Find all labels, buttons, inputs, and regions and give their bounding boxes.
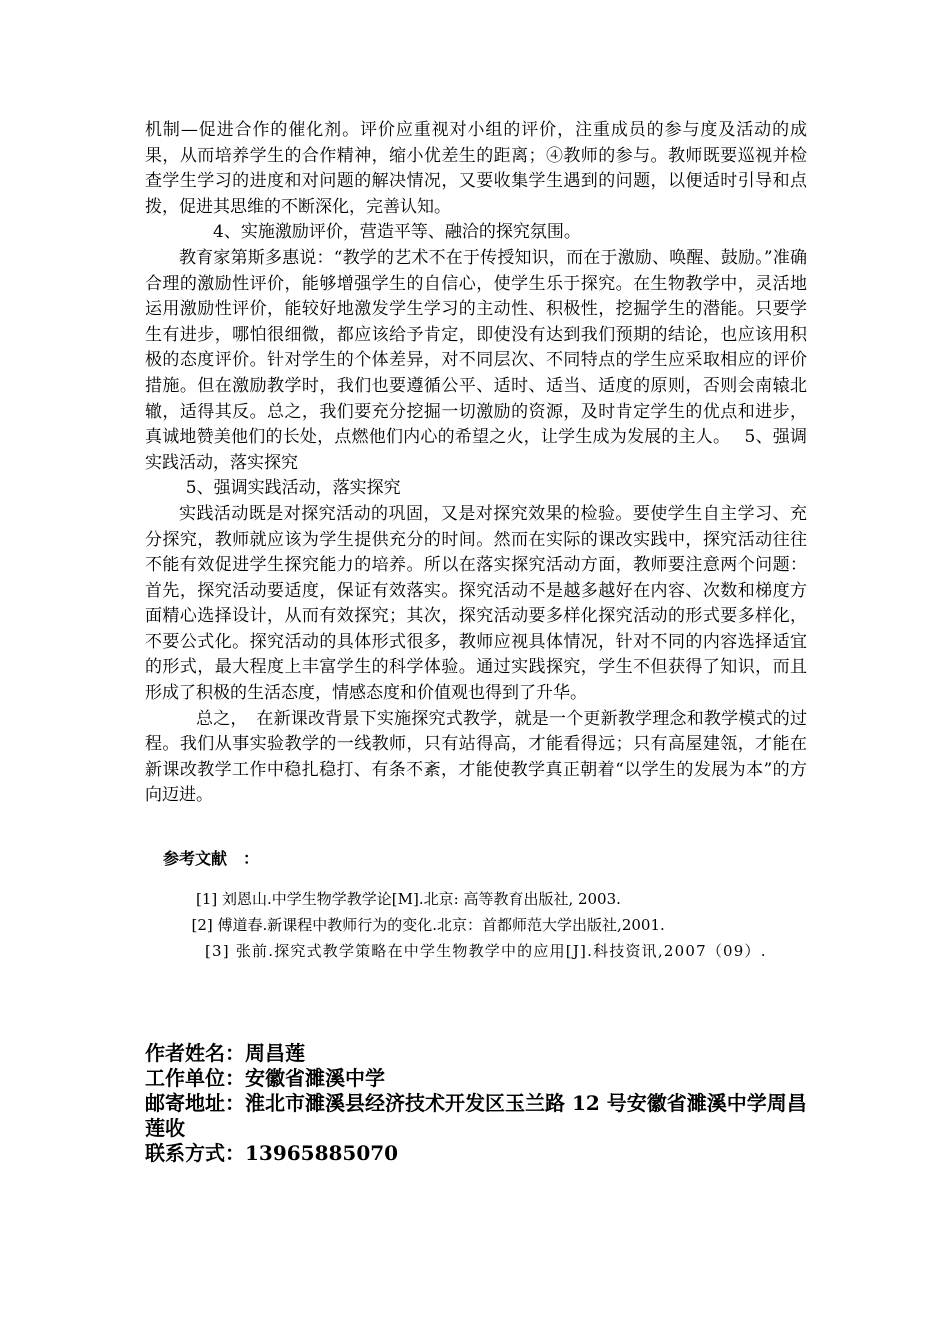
author-address: 邮寄地址：淮北市濉溪县经济技术开发区玉兰路 12 号安徽省濉溪中学周昌莲收 bbox=[145, 1091, 807, 1140]
references-title: 参考文献 ： bbox=[163, 849, 260, 868]
references-list bbox=[145, 886, 807, 964]
paragraph-incentive: 教育家第斯多惠说：“教学的艺术不在于传授知识，而在于激励、唤醒、鼓励。”准确合理的激励性评价，能够增强学生的自信心，使学生乐于探究。在生物教学中，灵活地运用激励性评价，能较好地激发学生学习的主动性、积极性，挖掘学生的潜能。只要学生有进步，哪怕很细微，都应该给予肯定，即使没有达到我们预期的结论，也应该用积极的态度评价。针对学生的个体差异，对不同层次、不同特点的学生应采取相应的评价措施。但在激励教学时，我们也要遵循公平、适时、适当、适度的原则，否则会南辕北辙，适得其反。总之，我们要充分挖掘一切激励的资源，及时肯定学生的优点和进步，真诚地赞美他们的长处，点燃他们内心的希望之火，让学生成为发展的主人。 5、强调实践活动，落实探究 bbox=[145, 247, 807, 473]
heading-incentive-evaluation: 4、实施激励评价，营造平等、融洽的探究氛围。 bbox=[213, 222, 581, 243]
paragraph-conclusion: 总之， 在新课改背景下实施探究式教学，就是一个更新教学理念和教学模式的过程。我们从事实验教学的一线教师，只有站得高，才能看得远；只有高屋建瓴，才能在新课改教学工作中稳扎稳打、有条不紊，才能使教学真正朝着“以学生的发展为本”的方向迈进。 bbox=[145, 708, 807, 806]
reference-item: [3] 张前.探究式教学策略在中学生物教学中的应用[J].科技资讯,2007（09）. bbox=[205, 942, 767, 960]
author-info bbox=[145, 1041, 807, 1166]
paragraph-practice: 实践活动既是对探究活动的巩固，又是对探究效果的检验。要使学生自主学习、充分探究，教师就应该为学生提供充分的时间。然而在实际的课改实践中，探究活动往往不能有效促进学生探究能力的培养。所以在落实探究活动方面，教师要注意两个问题：首先，探究活动要适度，保证有效落实。探究活动不是越多越好在内容、次数和梯度方面精心选择设计，从而有效探究；其次，探究活动要多样化探究活动的形式要多样化，不要公式化。探究活动的具体形式很多，教师应视具体情况，针对不同的内容选择适宜的形式，最大程度上丰富学生的科学体验。通过实践探究，学生不但获得了知识，而且形成了积极的生活态度，情感态度和价值观也得到了升华。 bbox=[145, 503, 807, 704]
author-contact: 联系方式：13965885070 bbox=[145, 1141, 399, 1165]
reference-item: [2] 傅道春.新课程中教师行为的变化.北京：首都师范大学出版社,2001. bbox=[191, 916, 665, 934]
reference-item: [1] 刘恩山.中学生物学教学论[M].北京: 高等教育出版社, 2003. bbox=[196, 890, 621, 908]
body-text bbox=[145, 118, 807, 809]
paragraph-cooperation: 机制—促进合作的催化剂。评价应重视对小组的评价，注重成员的参与度及活动的成果，从而培养学生的合作精神，缩小优差生的距离；④教师的参与。教师既要巡视并检查学生学习的进度和对问题的解决情况，又要收集学生遇到的问题，以便适时引导和点拨，促进其思维的不断深化，完善认知。 bbox=[145, 120, 807, 217]
heading-practice-activities: 5、强调实践活动，落实探究 bbox=[185, 478, 401, 499]
author-name: 作者姓名：周昌莲 bbox=[145, 1041, 305, 1065]
author-unit: 工作单位：安徽省濉溪中学 bbox=[145, 1066, 385, 1090]
